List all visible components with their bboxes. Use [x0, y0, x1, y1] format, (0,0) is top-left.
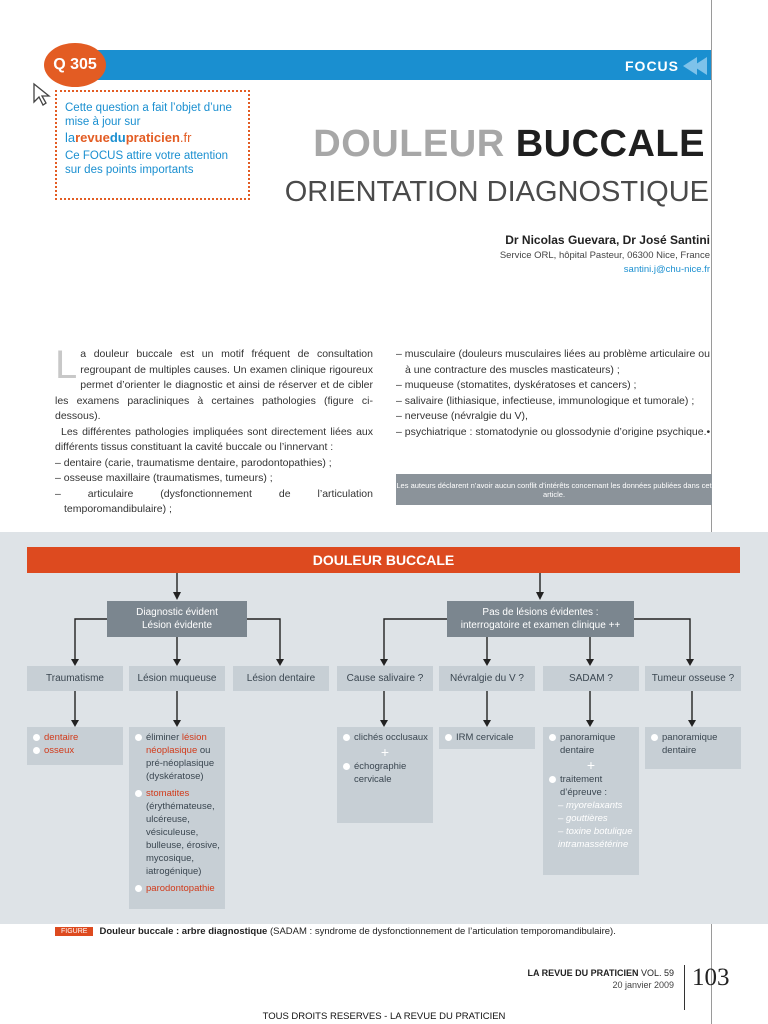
plus-sign: +	[380, 744, 390, 760]
category-node: SADAM ?	[543, 666, 639, 691]
figure-caption: FIGURE Douleur buccale : arbre diagnostique (SADAM : syndrome de dysfonctionnement de l’articulation temporomandibulaire).	[55, 926, 755, 937]
result-item: éliminer lésion néoplasique ou pré-néoplasique (dyskératose)	[134, 731, 220, 783]
figure-tag: FIGURE	[55, 927, 93, 936]
article-subtitle: ORIENTATION DIAGNOSTIQUE	[284, 176, 709, 208]
result-bone-tumor	[645, 727, 741, 769]
update-note: Cette question a fait l’objet d’une mise à jour sur	[65, 102, 232, 128]
conflict-of-interest-note: Les auteurs déclarent n’avoir aucun conflit d’intérêts concernant les données publiées dans cet article.	[396, 474, 712, 505]
plus-sign: +	[586, 757, 596, 773]
dropcap: L	[55, 343, 78, 387]
branch-no-lesion: Pas de lésions évidentes : interrogatoire et examen clinique ++	[447, 601, 634, 637]
result-neuralgia	[439, 727, 535, 749]
sub-item: – gouttières	[558, 813, 608, 824]
pathology-paragraph: Les différentes pathologies impliquées sont directement liées aux différents tissus constituant la cavité buccale ou l’innervant :	[55, 425, 373, 453]
cursor-icon	[30, 82, 54, 108]
author-email-link[interactable]: santini.j@chu-nice.fr	[623, 264, 710, 275]
category-node: Cause salivaire ?	[337, 666, 433, 691]
affiliation: Service ORL, hôpital Pasteur, 06300 Nice, France	[499, 250, 710, 261]
body-column-right	[396, 347, 712, 440]
result-item: panoramique dentaire	[650, 731, 736, 757]
branch-obvious-lesion: Diagnostic évident Lésion évidente	[107, 601, 247, 637]
list-item: – nerveuse (névralgie du V),	[396, 410, 528, 422]
sub-item: – myorelaxants	[558, 800, 623, 811]
category-node: Traumatisme	[27, 666, 123, 691]
journal-name: LA REVUE DU PRATICIEN VOL. 59	[527, 968, 674, 978]
result-trauma	[27, 727, 123, 765]
result-mucosal	[129, 727, 225, 909]
result-item: stomatites	[134, 787, 220, 800]
list-item: – salivaire (lithiasique, infectieuse, immunologique et tumorale) ;	[396, 394, 695, 407]
focus-label: FOCUS	[625, 58, 679, 74]
intro-paragraph: La douleur buccale est un motif fréquent de consultation regroupant de multiples causes. Un examen clinique rigoureux permet d’orienter le diagnostic et ainsi de réserver et de cibler les examens paracliniques à certaines pathologies (figure ci-dessous).	[55, 343, 373, 422]
issue-date: 20 janvier 2009	[612, 980, 674, 990]
list-item: – psychiatrique : stomatodynie ou glossodynie d’origine psychique.•	[396, 425, 711, 438]
result-item: dentaire	[32, 731, 118, 744]
result-item: osseux	[32, 744, 118, 757]
body-column-left	[55, 343, 373, 518]
copyright-notice: TOUS DROITS RESERVES - LA REVUE DU PRATICIEN	[262, 1011, 506, 1022]
list-item: – dentaire (carie, traumatisme dentaire, parodontopathies) ;	[55, 456, 332, 469]
result-item: panoramique dentaire	[548, 731, 634, 757]
article-title: DOULEUR BUCCALE	[313, 123, 705, 165]
category-node: Lésion dentaire	[233, 666, 329, 691]
site-link[interactable]: larevuedupraticien.fr	[65, 130, 192, 145]
list-item: – muqueuse (stomatites, dyskératoses et cancers) ;	[396, 379, 637, 391]
list-item: – articulaire (dysfonctionnement de l’articulation temporomandibulaire) ;	[55, 487, 373, 515]
category-node: Névralgie du V ?	[439, 666, 535, 691]
result-item: traitement d’épreuve :	[548, 773, 634, 799]
page-number: 103	[692, 964, 730, 991]
result-item: parodontopathie	[134, 882, 220, 895]
diagram-root-node: DOULEUR BUCCALE	[27, 547, 740, 573]
update-notice-box	[55, 90, 250, 200]
double-arrow-left-icon	[687, 57, 707, 75]
result-item: IRM cervicale	[444, 731, 530, 744]
authors: Dr Nicolas Guevara, Dr José Santini	[505, 233, 710, 247]
focus-tag	[625, 54, 707, 78]
list-item: – musculaire (douleurs musculaires liées au problème articulaire ou à une contracture des muscles masticateurs) ;	[396, 348, 710, 376]
focus-band	[95, 50, 711, 80]
result-item: clichés occlusaux	[342, 731, 428, 744]
result-item: échographie cervicale	[342, 760, 428, 786]
result-detail: (érythémateuse, ulcéreuse, vésiculeuse, bulleuse, érosive, mycosique, iatrogénique)	[146, 801, 220, 877]
sub-item: – toxine botulique intramassétérine	[558, 826, 633, 850]
question-badge: Q 305	[44, 43, 106, 87]
focus-note: Ce FOCUS attire votre attention sur des points importants	[65, 150, 228, 176]
result-sadam	[543, 727, 639, 875]
result-salivary	[337, 727, 433, 823]
category-node: Tumeur osseuse ?	[645, 666, 741, 691]
category-node: Lésion muqueuse	[129, 666, 225, 691]
list-item: – osseuse maxillaire (traumatismes, tumeurs) ;	[55, 472, 273, 484]
page-number-divider	[684, 965, 685, 1010]
